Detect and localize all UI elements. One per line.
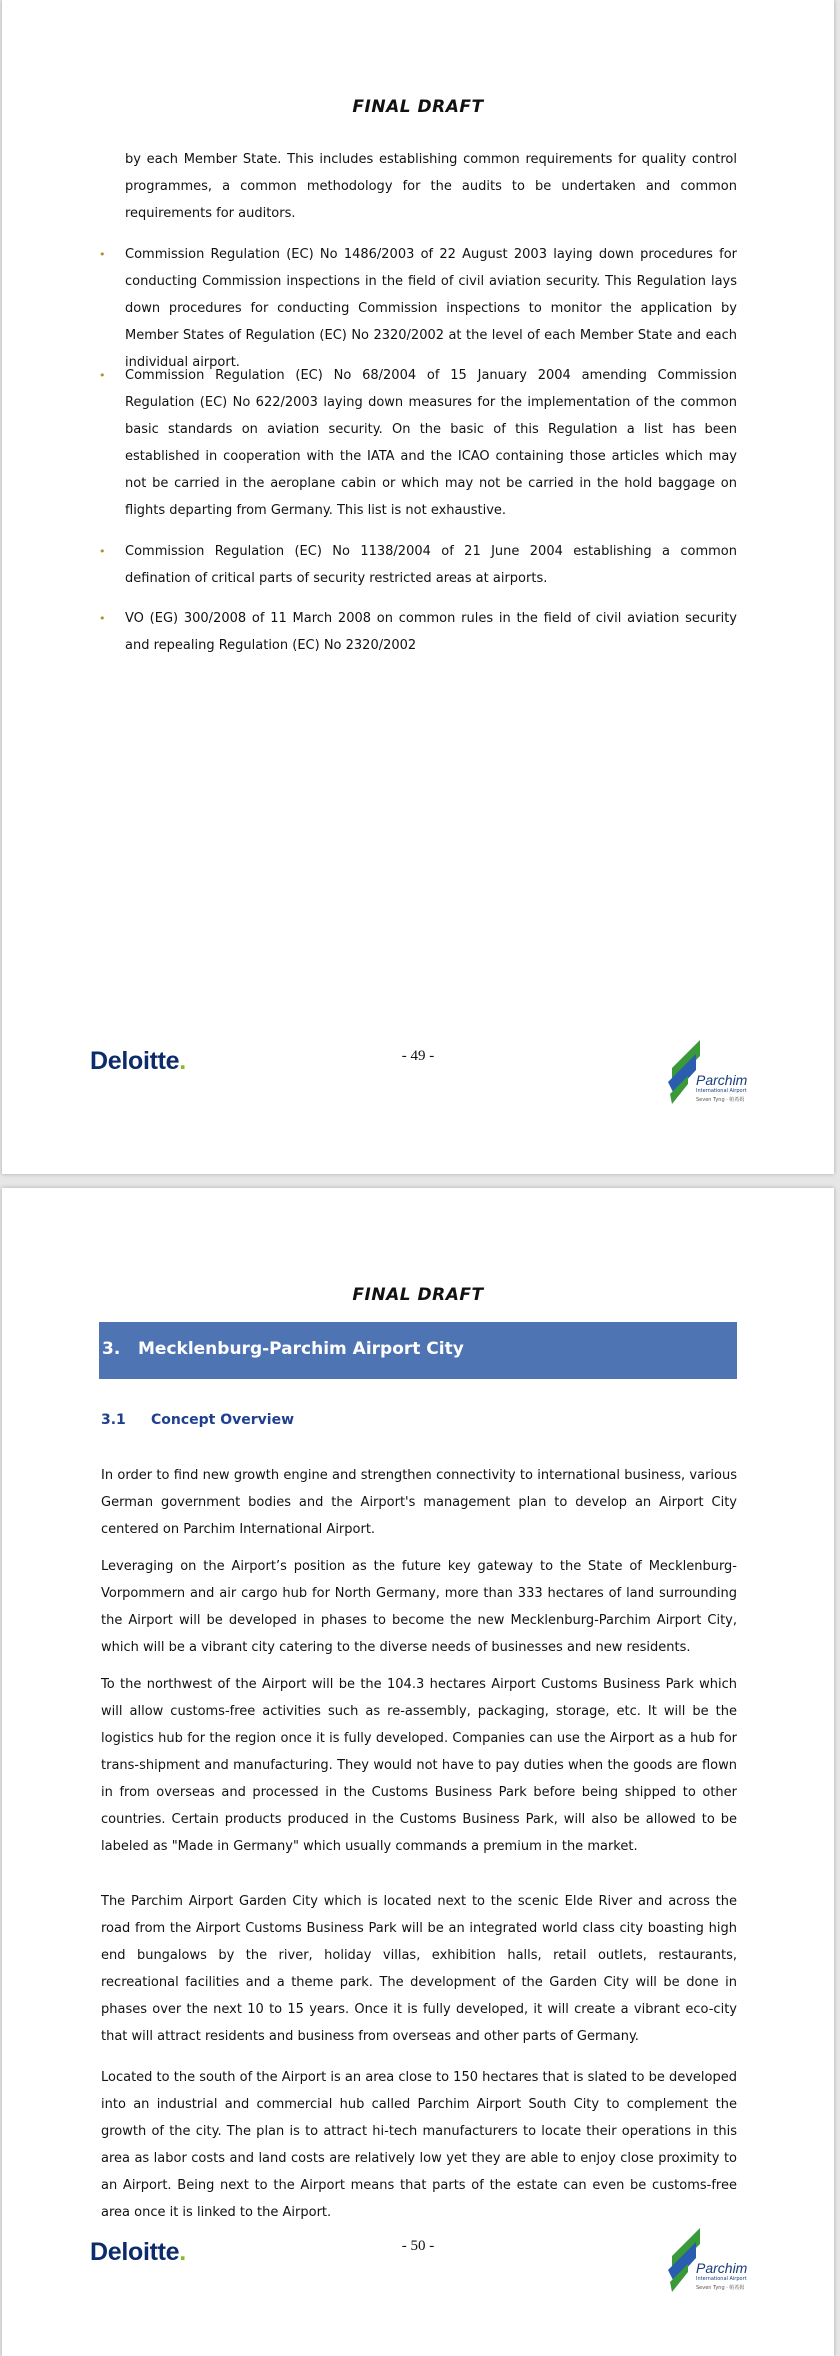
bullet-item-1: Commission Regulation (EC) No 1486/2003 of 22 August 2003 laying down procedures for conducting Commission inspections in the field of civil aviation security. This Regulation lays down procedures for conducting Commission inspections to monitor the application by Member States of Regulation (EC) No 2320/2002 at the level of each Member State and each individual airport. — [125, 247, 737, 370]
section-number: 3. — [102, 1339, 121, 1359]
page-number: - 50 - — [401, 2238, 435, 2254]
page-number: - 49 - — [401, 1048, 435, 1064]
section-heading-bar — [99, 1322, 737, 1379]
subsection-title: Concept Overview — [151, 1412, 295, 1428]
document-page-50 — [2, 1188, 834, 2356]
document-page-49 — [2, 0, 834, 1174]
bullet-item-3: Commission Regulation (EC) No 1138/2004 of 21 June 2004 establishing a common defination of critical parts of security restricted areas at airports. — [125, 544, 737, 586]
deloitte-logo: Deloitte. — [90, 2238, 186, 2266]
bullet-marker: • — [99, 545, 106, 558]
body-paragraph-4: The Parchim Airport Garden City which is located next to the scenic Elde River and across the road from the Airport Customs Business Park will be an integrated world class city boasting high end bungalows by the river, holiday villas, exhibition halls, retail outlets, restaurants, recreational facilities and a theme park. The development of the Garden City will be done in phases over the next 10 to 15 years. Once it is fully developed, it will create a vibrant eco-city that will attract residents and business from overseas and other parts of Germany. — [101, 1894, 737, 2044]
body-paragraph-1: In order to find new growth engine and strengthen connectivity to international business, various German government bodies and the Airport's management plan to develop an Airport City centered on Parchim International Airport. — [101, 1468, 737, 1537]
deloitte-logo: Deloitte. — [90, 1047, 186, 1075]
parchim-logo-icon: Parchim International Airport Seven Tyng · 帕希姆 — [666, 2226, 750, 2298]
section-title: Mecklenburg-Parchim Airport City — [138, 1339, 464, 1359]
bullet-item-2: Commission Regulation (EC) No 68/2004 of 15 January 2004 amending Commission Regulation (EC) No 622/2003 laying down measures for the implementation of the common basic standards on aviation security. On the basic of this Regulation a list has been established in cooperation with the IATA and the ICAO containing those articles which may not be carried in the aeroplane cabin or which may not be carried in the hold baggage on flights departing from Germany. This list is not exhaustive. — [125, 368, 737, 518]
bullet-marker: • — [99, 248, 106, 261]
bullet-marker: • — [99, 369, 106, 382]
subsection-number: 3.1 — [101, 1412, 126, 1428]
parchim-logo-icon: Parchim International Airport Seven Tyng · 帕希姆 — [666, 1038, 750, 1110]
body-paragraph-2: Leveraging on the Airport’s position as the future key gateway to the State of Mecklenburg-Vorpommern and air cargo hub for North Germany, more than 333 hectares of land surrounding the Airport will be developed in phases to become the new Mecklenburg-Parchim Airport City, which will be a vibrant city catering to the diverse needs of businesses and new residents. — [101, 1559, 737, 1655]
continued-paragraph: by each Member State. This includes establishing common requirements for quality control programmes, a common methodology for the audits to be undertaken and common requirements for auditors. — [125, 152, 737, 221]
body-paragraph-3: To the northwest of the Airport will be the 104.3 hectares Airport Customs Business Park which will allow customs-free activities such as re-assembly, packaging, storage, etc. It will be the logistics hub for the region once it is fully developed. Companies can use the Airport as a hub for trans-shipment and manufacturing. They would not have to pay duties when the goods are flown in from overseas and processed in the Customs Business Park before being shipped to other countries. Certain products produced in the Customs Business Park, will also be allowed to be labeled as "Made in Germany" which usually commands a premium in the market. — [101, 1677, 737, 1854]
page-header: FINAL DRAFT — [352, 97, 484, 117]
body-paragraph-5: Located to the south of the Airport is an area close to 150 hectares that is slated to be developed into an industrial and commercial hub called Parchim Airport South City to complement the growth of the city. The plan is to attract hi-tech manufacturers to locate their operations in this area as labor costs and land costs are relatively low yet they are able to enjoy close proximity to an Airport. Being next to the Airport means that parts of the estate can even be customs-free area once it is linked to the Airport. — [101, 2070, 737, 2220]
bullet-marker: • — [99, 612, 106, 625]
bullet-item-4: VO (EG) 300/2008 of 11 March 2008 on common rules in the field of civil aviation security and repealing Regulation (EC) No 2320/2002 — [125, 611, 737, 653]
page-header: FINAL DRAFT — [352, 1285, 484, 1305]
